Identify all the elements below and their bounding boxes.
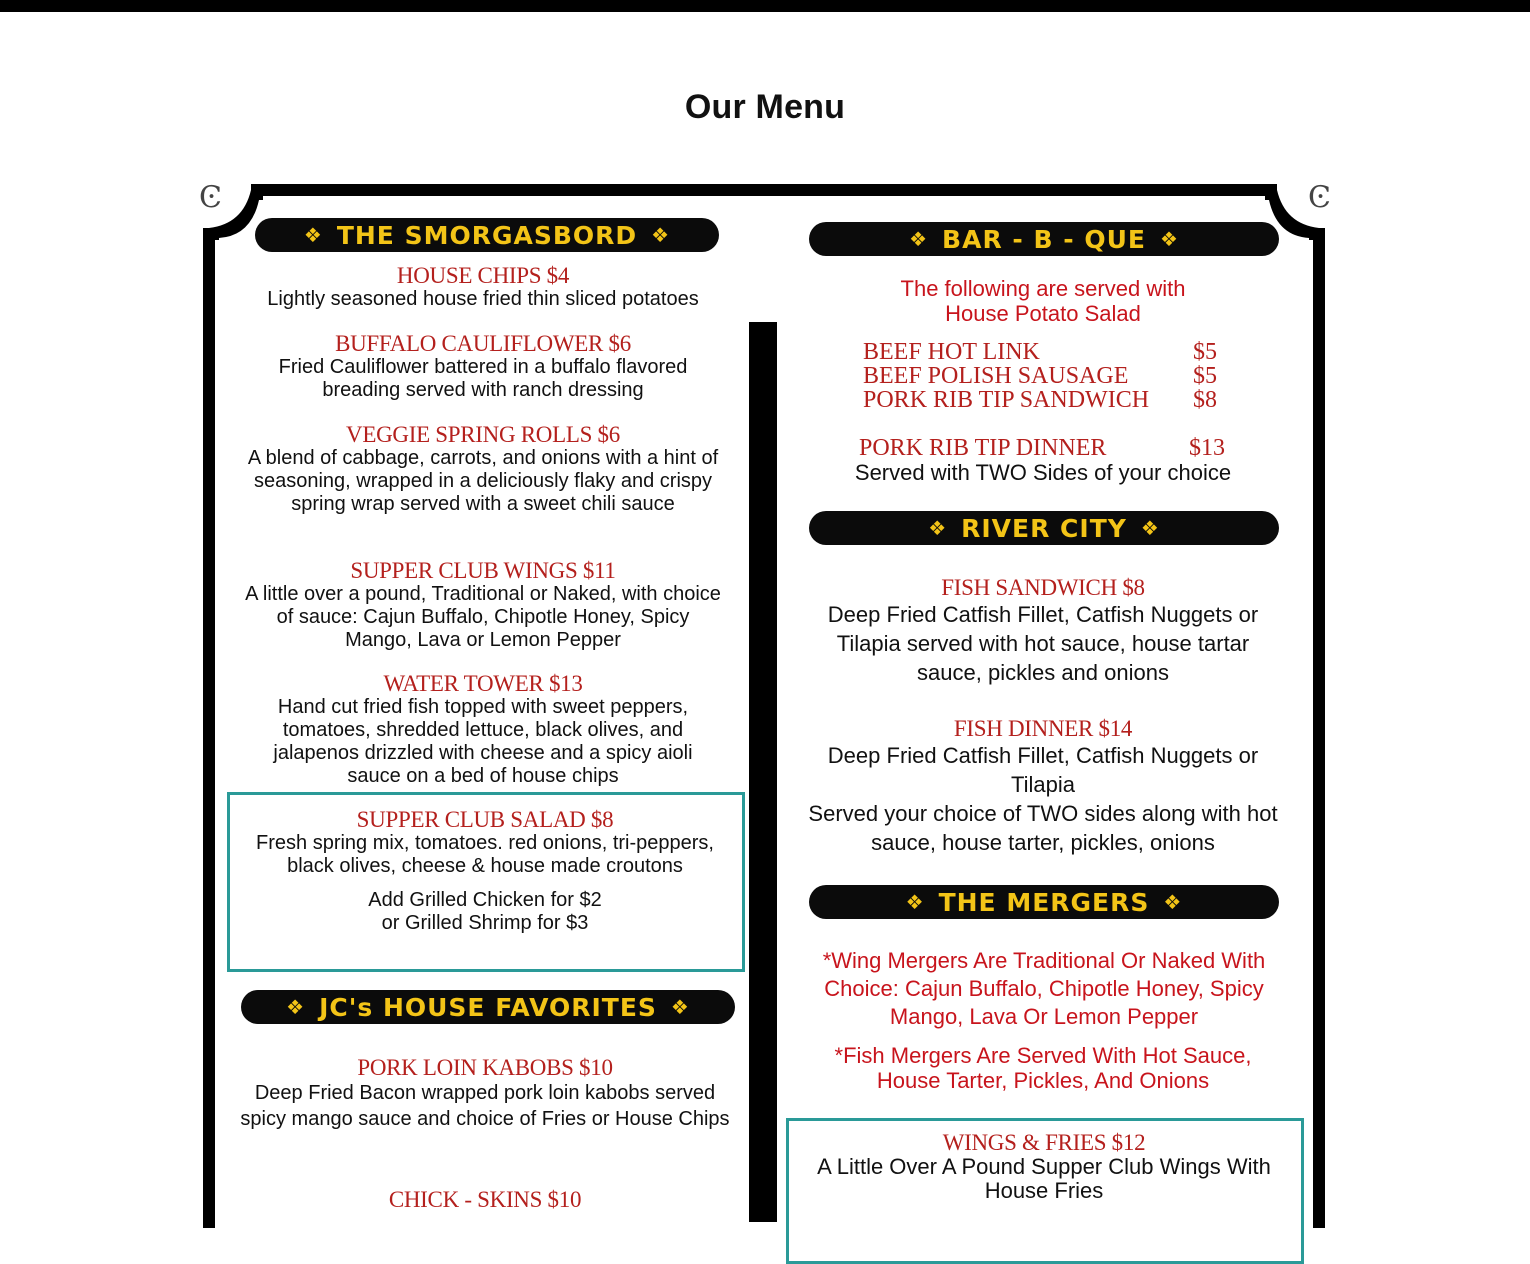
diamond-icon: ❖ xyxy=(670,995,690,1019)
diamond-icon: ❖ xyxy=(1163,890,1183,914)
menu-item-fish-sandwich xyxy=(803,576,1283,687)
item-desc: Fresh spring mix, tomatoes. red onions, tri-peppers, black olives, cheese & house made croutons xyxy=(256,832,714,877)
diamond-icon: ❖ xyxy=(651,223,671,247)
menu-item-supper-club-salad xyxy=(247,808,723,935)
menu-item-pork-rib-tip-sandwich xyxy=(863,388,1217,412)
menu-item-house-chips xyxy=(235,264,731,311)
monogram-left-logo: Ͼ xyxy=(199,180,222,215)
item-desc: A little over a pound, Traditional or Naked, with choice of sauce: Cajun Buffalo, Chipotle Honey, Spicy Mango, Lava or Lemon Pepper xyxy=(245,583,721,651)
menu-item-supper-club-wings xyxy=(243,559,723,652)
item-desc: Lightly seasoned house fried thin sliced potatoes xyxy=(267,288,699,310)
section-title-mergers: THE MERGERS xyxy=(938,887,1150,917)
menu-item-pork-loin-kabobs xyxy=(235,1056,735,1132)
diamond-icon: ❖ xyxy=(928,516,948,540)
item-name: SUPPER CLUB WINGS $11 xyxy=(350,558,616,583)
item-name: VEGGIE SPRING ROLLS $6 xyxy=(346,422,620,447)
menu-item-wings-fries xyxy=(793,1131,1295,1203)
item-name: PORK RIB TIP DINNER xyxy=(859,435,1107,461)
item-name: BUFFALO CAULIFLOWER $6 xyxy=(335,331,631,356)
item-name: BEEF POLISH SAUSAGE xyxy=(863,363,1129,389)
item-desc: Hand cut fried fish topped with sweet peppers, tomatoes, shredded lettuce, black olives, and jalapenos drizzled with cheese and a spicy aioli sauce on a bed of house chips xyxy=(273,696,693,787)
menu-item-water-tower xyxy=(245,672,721,788)
item-name: CHICK - SKINS $10 xyxy=(388,1187,582,1212)
section-title-bbq: BAR - B - QUE xyxy=(942,224,1146,254)
bbq-note-line-1: The following are served with xyxy=(900,276,1186,301)
diamond-icon: ❖ xyxy=(303,223,323,247)
menu-item-beef-polish-sausage xyxy=(863,364,1217,388)
item-name: WATER TOWER $13 xyxy=(383,671,583,696)
menu-item-veggie-spring-rolls xyxy=(247,423,719,516)
frame-border-right xyxy=(1313,228,1325,1228)
fish-mergers-note: *Fish Mergers Are Served With Hot Sauce, House Tarter, Pickles, And Onions xyxy=(834,1043,1252,1093)
top-bar xyxy=(0,0,1530,12)
banner-smorgasbord xyxy=(255,218,719,252)
section-title-house-favorites: JC's HOUSE FAVORITES xyxy=(319,992,657,1022)
menu-image xyxy=(199,180,1331,1220)
diamond-icon: ❖ xyxy=(905,890,925,914)
monogram-right-logo: Ͼ xyxy=(1308,180,1331,215)
menu-item-buffalo-cauliflower xyxy=(247,332,719,402)
item-price: $8 xyxy=(1193,387,1217,413)
item-name: PORK LOIN KABOBS $10 xyxy=(357,1055,613,1080)
salad-addon-chicken: Add Grilled Chicken for $2 xyxy=(368,889,602,911)
item-name: WINGS & FRIES $12 xyxy=(942,1130,1146,1155)
banner-bbq xyxy=(809,222,1279,256)
item-name: SUPPER CLUB SALAD $8 xyxy=(356,807,614,832)
menu-item-beef-hot-link xyxy=(863,340,1217,364)
item-name: BEEF HOT LINK xyxy=(863,339,1040,365)
banner-house-favorites xyxy=(241,990,735,1024)
page-title: Our Menu xyxy=(684,88,846,126)
salad-addon-shrimp: or Grilled Shrimp for $3 xyxy=(381,912,589,934)
item-price: $5 xyxy=(1193,363,1217,389)
diamond-icon: ❖ xyxy=(1159,227,1179,251)
wing-mergers-note: *Wing Mergers Are Traditional Or Naked With Choice: Cajun Buffalo, Chipotle Honey, Spicy Mango, Lava Or Lemon Pepper xyxy=(822,948,1266,1029)
menu-item-fish-dinner xyxy=(803,717,1283,857)
item-desc: Fried Cauliflower battered in a buffalo flavored breading served with ranch dressing xyxy=(278,356,688,401)
diamond-icon: ❖ xyxy=(1140,516,1160,540)
item-desc: Deep Fried Bacon wrapped pork loin kabobs served spicy mango sauce and choice of Fries or House Chips xyxy=(240,1082,730,1130)
section-title-smorgasbord: THE SMORGASBORD xyxy=(336,220,638,250)
item-desc-sides: Served your choice of TWO sides along with hot sauce, house tarter, pickles, onions xyxy=(808,801,1278,855)
banner-river-city xyxy=(809,511,1279,545)
diamond-icon: ❖ xyxy=(286,995,306,1019)
item-name: PORK RIB TIP SANDWICH xyxy=(863,387,1150,413)
menu-item-chick-skins xyxy=(235,1188,735,1212)
item-desc: Deep Fried Catfish Fillet, Catfish Nuggets or Tilapia served with hot sauce, house tartar sauce, pickles and onions xyxy=(827,602,1259,685)
bbq-note-line-2: House Potato Salad xyxy=(945,301,1141,326)
frame-border-top xyxy=(251,184,1277,196)
frame-border-left xyxy=(203,228,215,1228)
item-desc: Deep Fried Catfish Fillet, Catfish Nuggets or Tilapia xyxy=(827,743,1259,797)
column-divider xyxy=(749,322,777,1222)
item-desc: A Little Over A Pound Supper Club Wings With House Fries xyxy=(817,1154,1271,1203)
pork-rib-tip-dinner-desc xyxy=(803,460,1283,486)
menu-item-pork-rib-tip-dinner xyxy=(859,436,1225,460)
item-price: $13 xyxy=(1189,435,1225,461)
item-desc: Served with TWO Sides of your choice xyxy=(854,460,1232,485)
section-title-river-city: RIVER CITY xyxy=(961,513,1127,543)
bbq-note xyxy=(803,276,1283,326)
diamond-icon: ❖ xyxy=(909,227,929,251)
item-price: $5 xyxy=(1193,339,1217,365)
item-name: FISH DINNER $14 xyxy=(953,716,1133,741)
item-desc: A blend of cabbage, carrots, and onions with a hint of seasoning, wrapped in a deliciously flaky and crispy spring wrap served with a sweet chili sauce xyxy=(247,447,719,515)
item-name: HOUSE CHIPS $4 xyxy=(396,263,570,288)
item-name: FISH SANDWICH $8 xyxy=(941,575,1145,600)
banner-mergers xyxy=(809,885,1279,919)
